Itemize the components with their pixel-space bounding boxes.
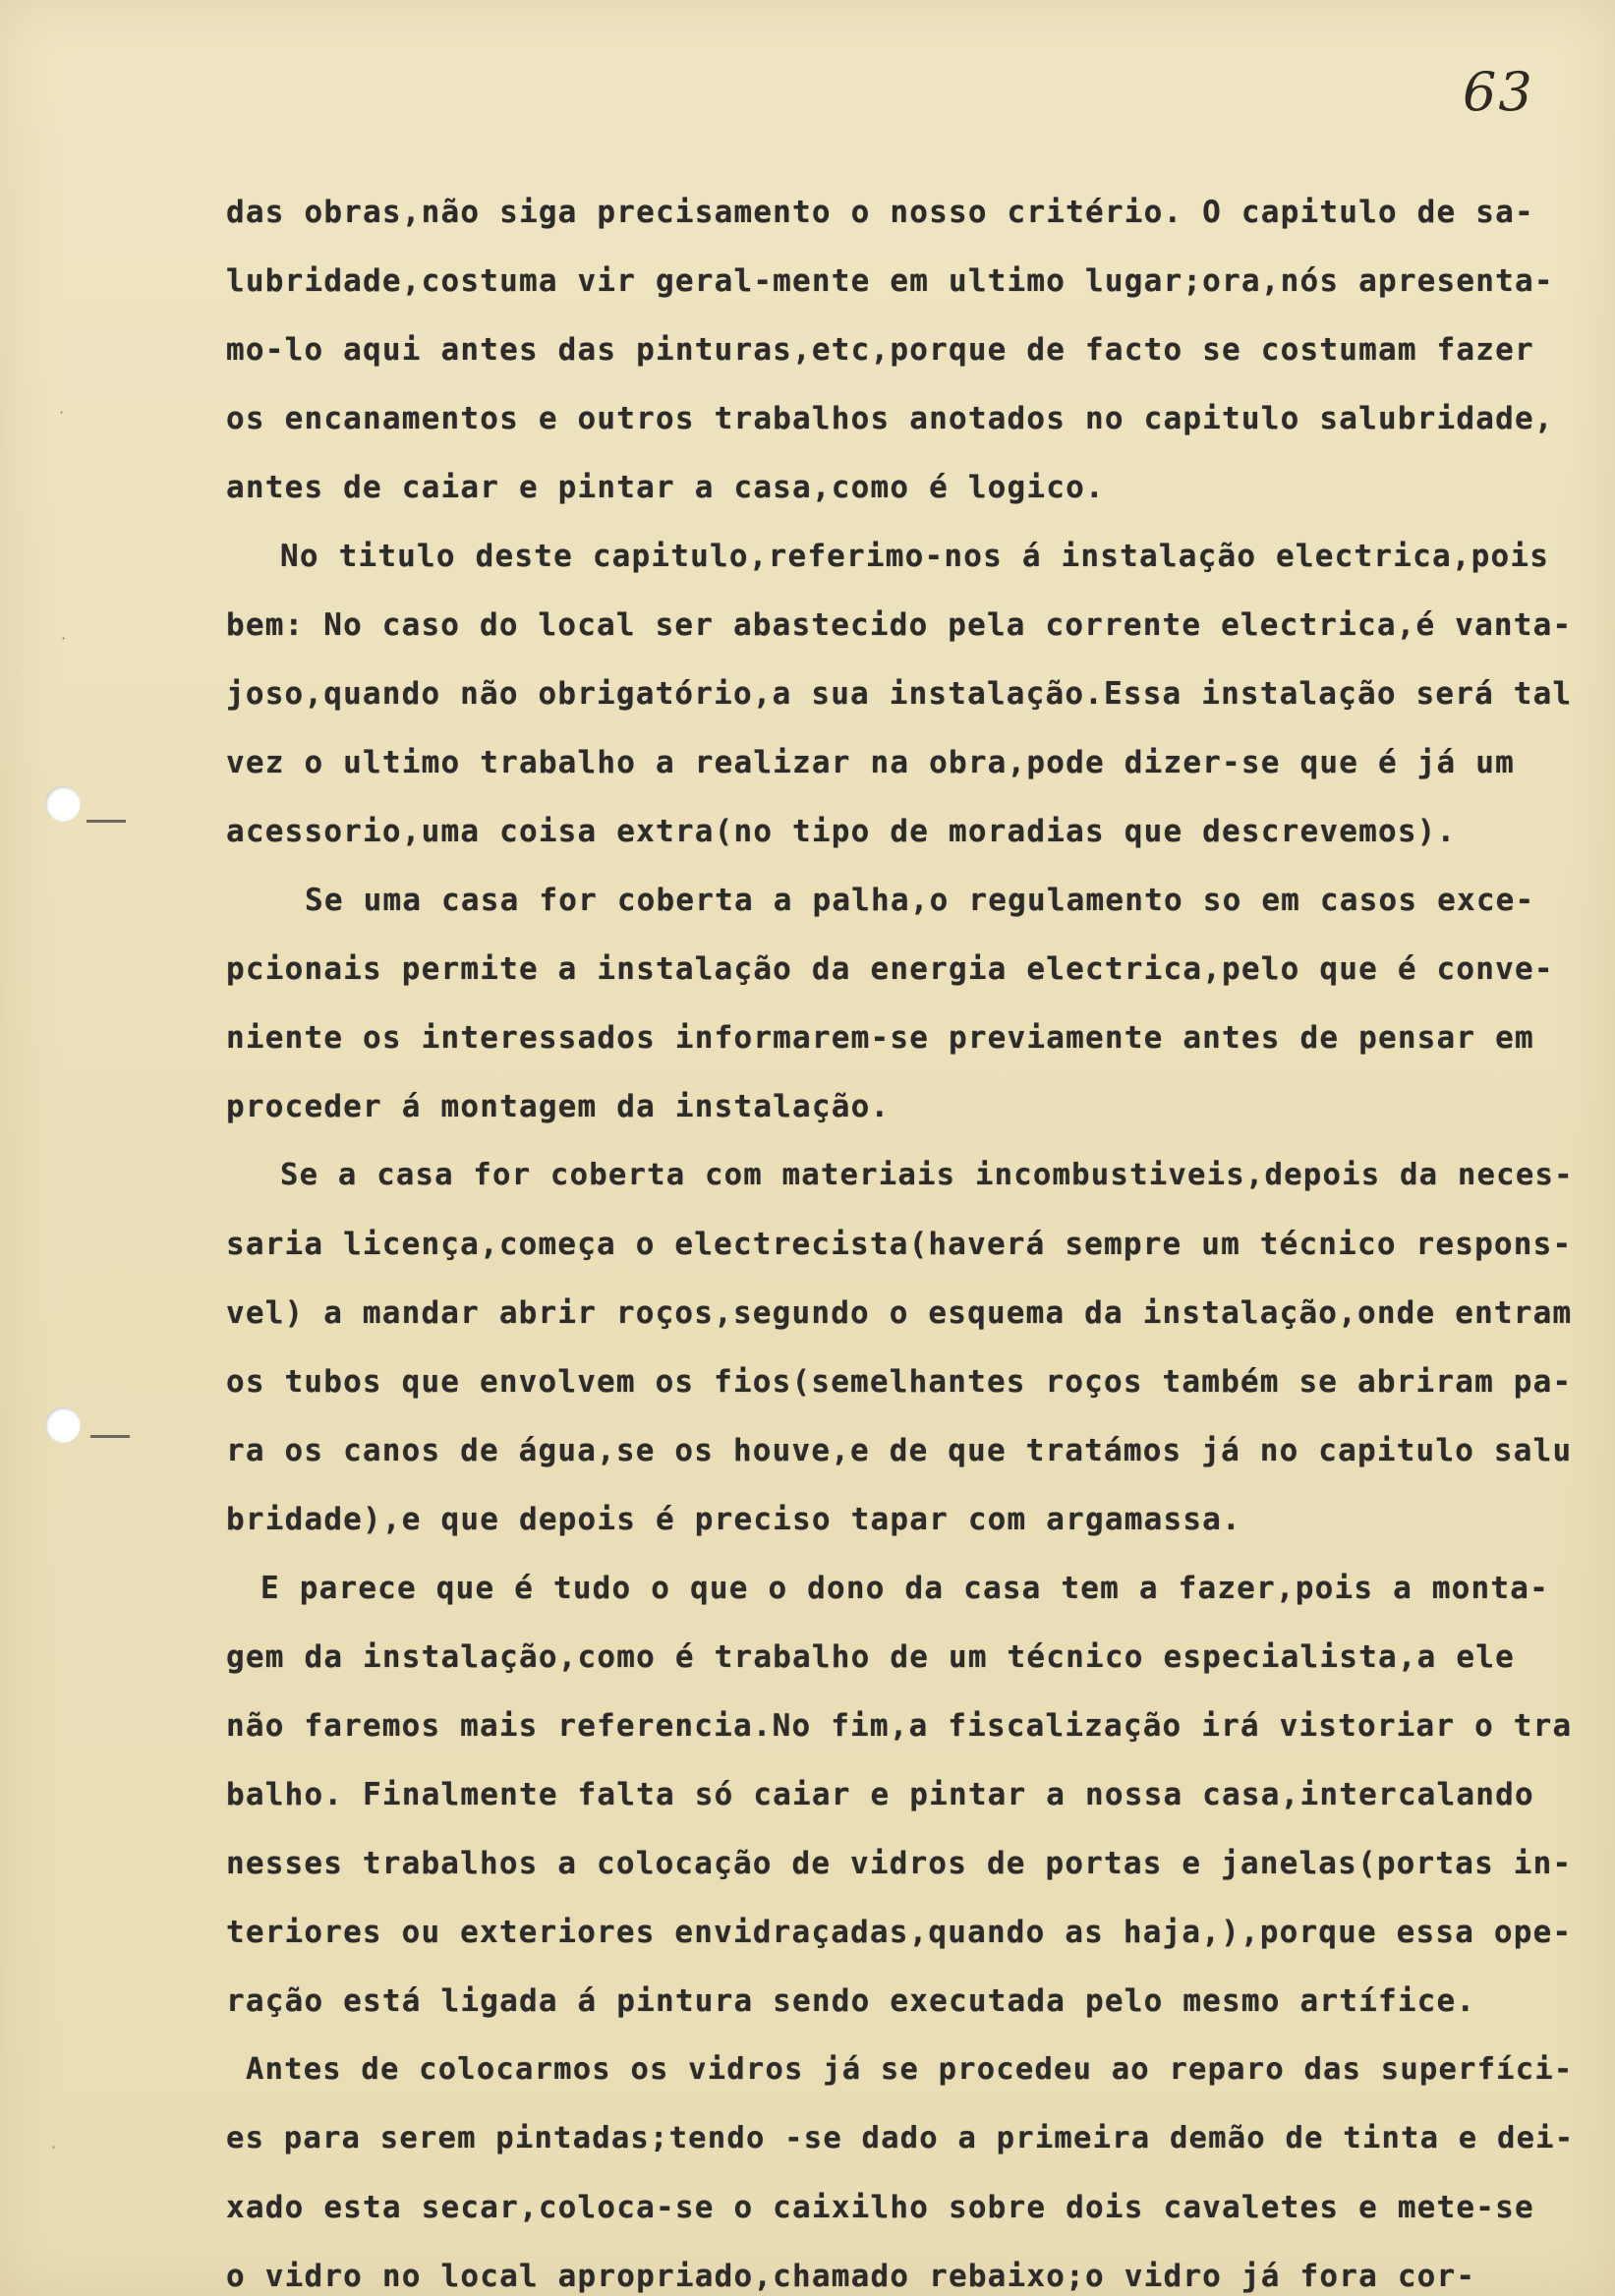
text-line: joso,quando não obrigatório,a sua instalação.Essa instalação será tal — [226, 676, 1573, 712]
text-line: niente os interessados informarem-se previamente antes de pensar em — [226, 1020, 1534, 1056]
text-line: bem: No caso do local ser abastecido pela corrente electrica,é vanta- — [226, 607, 1573, 643]
text-line: teriores ou exteriores envidraçadas,quando as haja,),porque essa ope- — [226, 1915, 1573, 1950]
text-line: lubridade,costuma vir geral-mente em ultimo lugar;ora,nós apresenta- — [226, 263, 1554, 299]
text-line: mo-lo aqui antes das pinturas,etc,porque de facto se costumam fazer — [226, 332, 1534, 368]
text-line: No titulo deste capitulo,referimo-nos á instalação electrica,pois — [280, 539, 1550, 574]
text-line: vez o ultimo trabalho a realizar na obra,pode dizer-se que é já um — [226, 745, 1515, 780]
text-line: nesses trabalhos a colocação de vidros de portas e janelas(portas in- — [226, 1846, 1573, 1881]
text-line: xado esta secar,coloca-se o caixilho sobre dois cavaletes e mete-se — [226, 2190, 1534, 2225]
paper-speck: · — [51, 2138, 57, 2156]
text-line: Se a casa for coberta com materiais incombustiveis,depois da neces- — [280, 1158, 1574, 1192]
text-line: balho. Finalmente falta só caiar e pintar a nossa casa,intercalando — [226, 1777, 1534, 1812]
text-line: Antes de colocarmos os vidros já se procedeu ao reparo das superfíci- — [246, 2052, 1574, 2087]
text-line: Se uma casa for coberta a palha,o regulamento so em casos exce- — [305, 883, 1535, 918]
text-line: os tubos que envolvem os fios(semelhantes roços também se abriram pa- — [226, 1364, 1573, 1400]
text-line: das obras,não siga precisamento o nosso critério. O capitulo de sa- — [226, 195, 1534, 230]
text-line: o vidro no local apropriado,chamado rebaixo;o vidro já fora cor- — [226, 2259, 1476, 2294]
text-line: pcionais permite a instalação da energia electrica,pelo que é conve- — [226, 951, 1554, 987]
text-line: gem da instalação,como é trabalho de um técnico especialista,a ele — [226, 1639, 1515, 1675]
text-line: saria licença,começa o electrecista(haverá sempre um técnico respons- — [226, 1227, 1573, 1262]
page-number: 63 — [1463, 61, 1534, 123]
text-line: ra os canos de água,se os houve,e de que tratámos já no capitulo salu — [226, 1433, 1573, 1468]
paper-speck: · — [61, 629, 67, 648]
text-line: acessorio,uma coisa extra(no tipo de moradias que descrevemos). — [226, 814, 1457, 849]
text-line: ração está ligada á pintura sendo executada pelo mesmo artífice. — [226, 1983, 1476, 2019]
text-line: antes de caiar e pintar a casa,como é logico. — [226, 470, 1105, 505]
paper-speck: · — [59, 403, 65, 422]
text-line: os encanamentos e outros trabalhos anotados no capitulo salubridade, — [226, 401, 1554, 436]
text-line: não faremos mais referencia.No fim,a fiscalização irá vistoriar o tra — [226, 1708, 1573, 1744]
text-line: es para serem pintadas;tendo -se dado a primeira demão de tinta e dei- — [226, 2121, 1575, 2155]
text-line: proceder á montagem da instalação. — [226, 1089, 891, 1124]
text-line: vel) a mandar abrir roços,segundo o esquema da instalação,onde entram — [226, 1295, 1573, 1331]
text-line: bridade),e que depois é preciso tapar com argamassa. — [226, 1502, 1241, 1537]
text-line: E parece que é tudo o que o dono da casa tem a fazer,pois a monta- — [260, 1571, 1549, 1606]
